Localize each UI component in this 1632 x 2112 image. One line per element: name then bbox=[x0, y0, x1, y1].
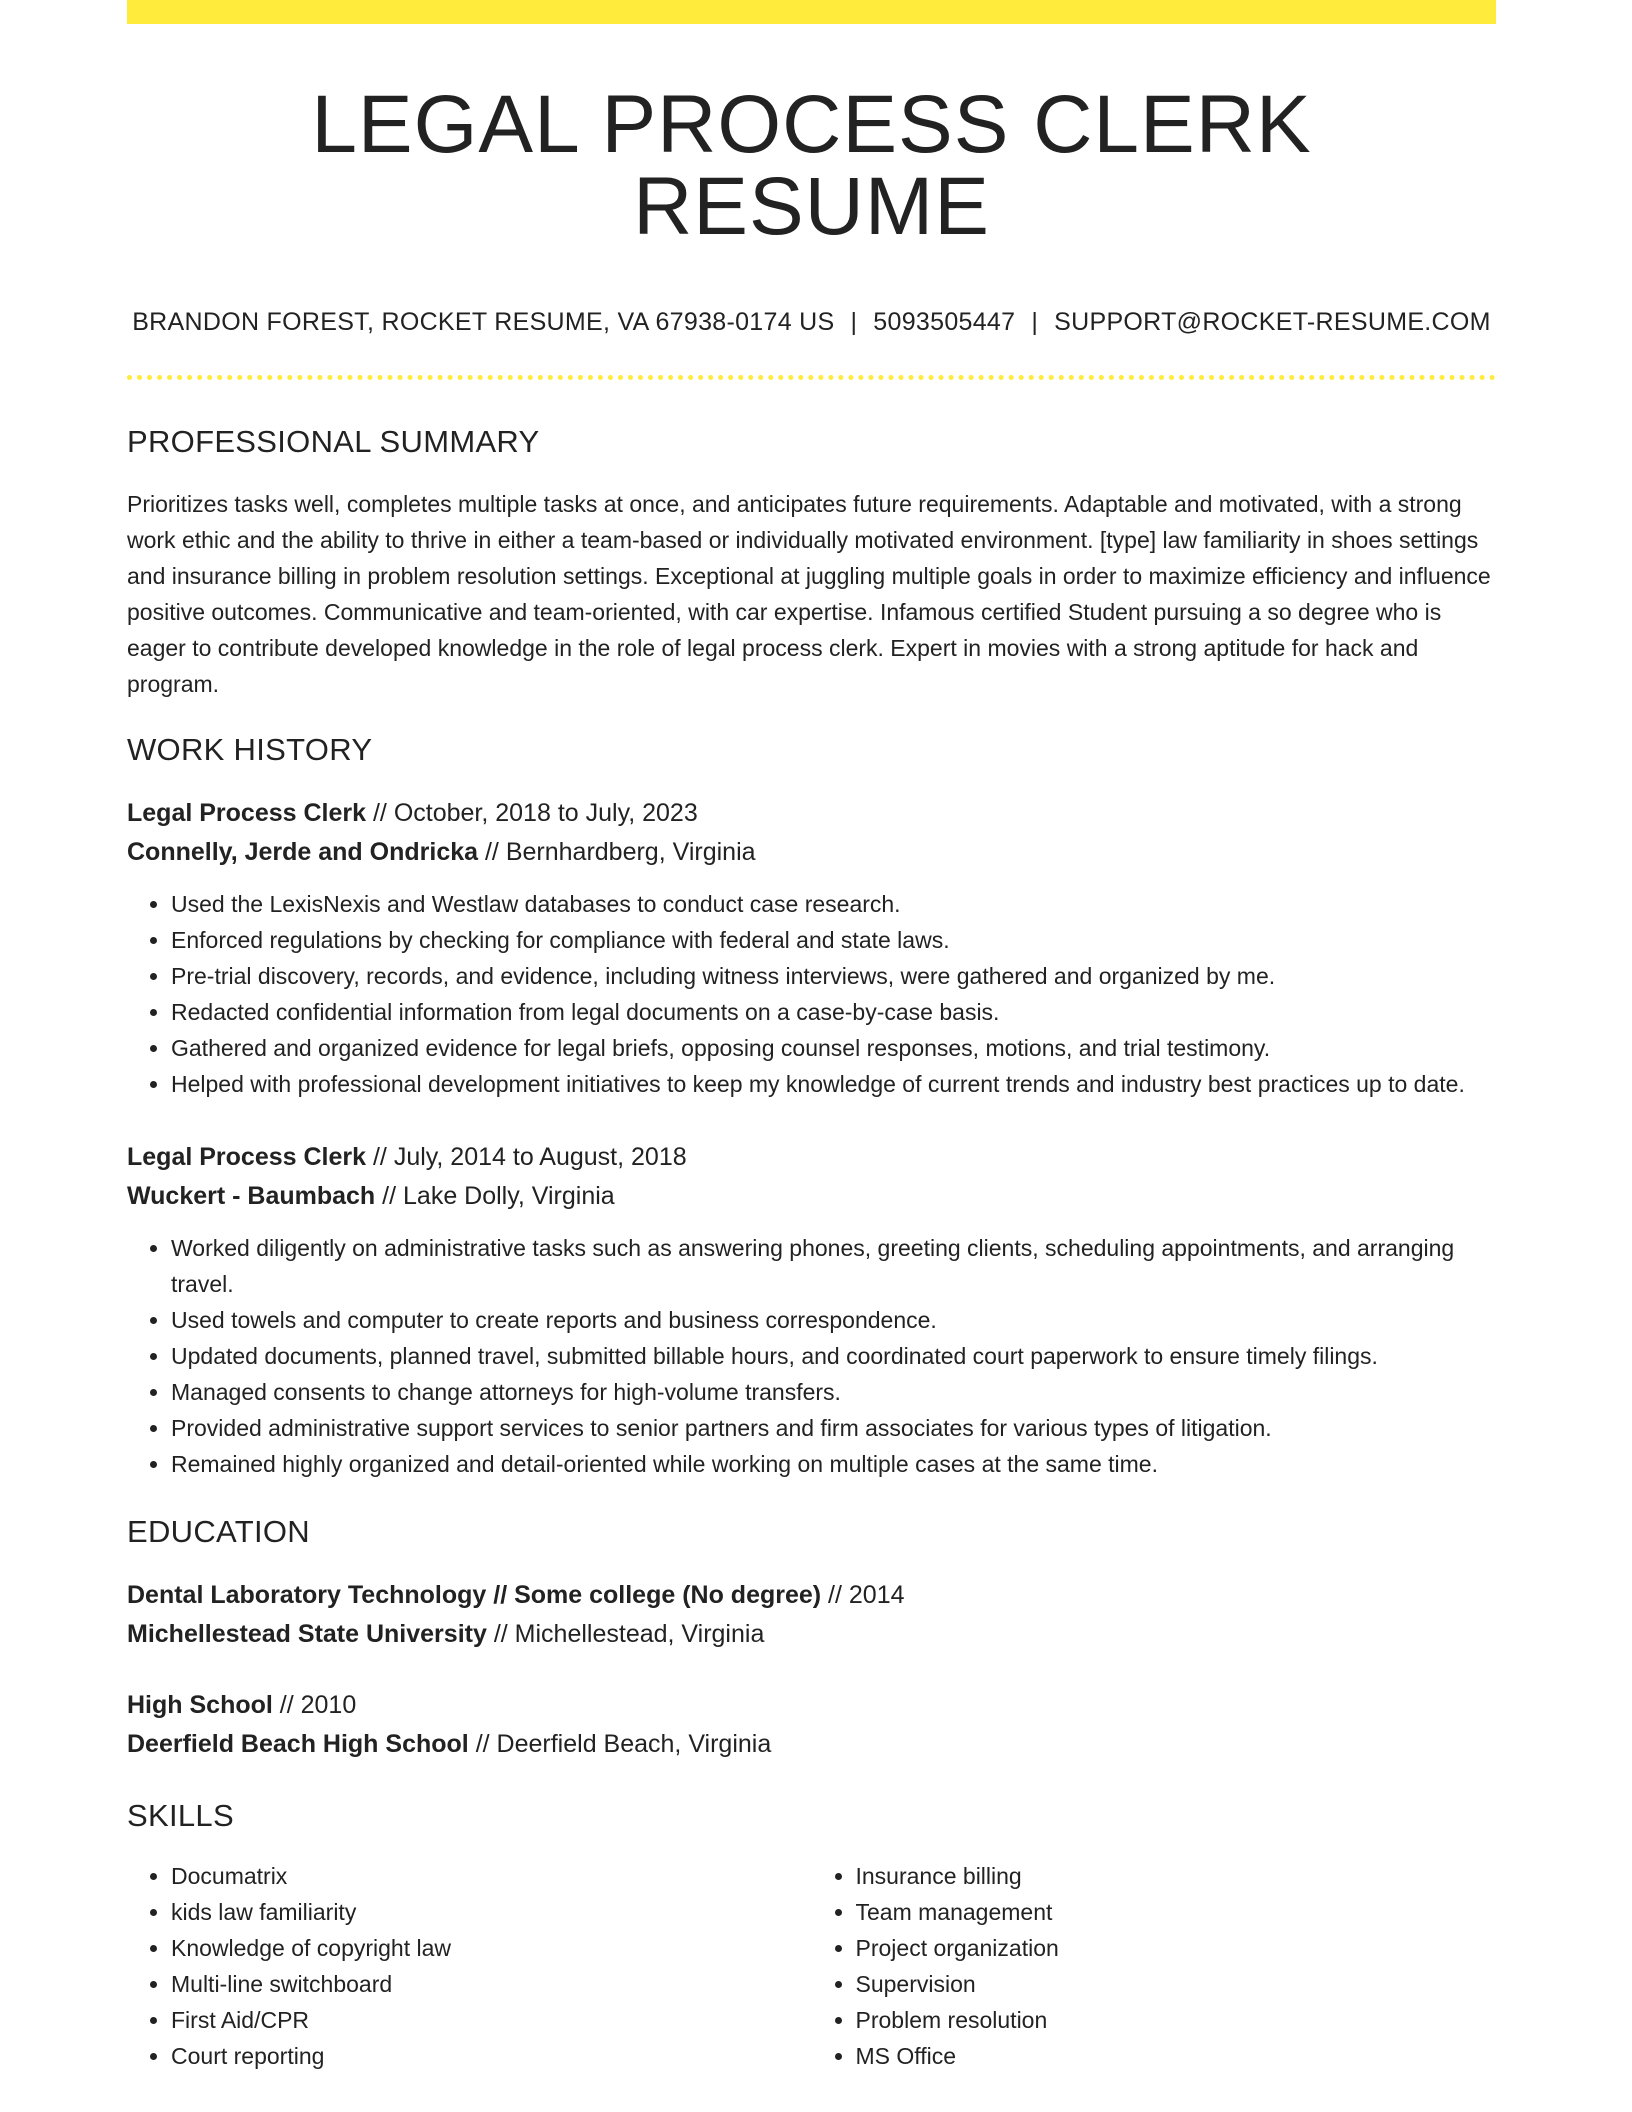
job-company-line bbox=[127, 1177, 1496, 1216]
list-item: • Used the LexisNexis and Westlaw databases to conduct case research. bbox=[171, 886, 1496, 922]
education-separator: // bbox=[272, 1691, 301, 1719]
list-item: • Team management bbox=[856, 1894, 1497, 1930]
education-degree-line bbox=[127, 1686, 1496, 1725]
education-separator: // bbox=[468, 1730, 497, 1758]
job-title: Legal Process Clerk bbox=[127, 1143, 367, 1171]
contact-address: BRANDON FOREST, ROCKET RESUME, VA 67938-0174 US bbox=[132, 308, 835, 336]
job-location: Lake Dolly, Virginia bbox=[403, 1182, 615, 1210]
list-item: • Knowledge of copyright law bbox=[171, 1930, 812, 1966]
education-degree-line bbox=[127, 1576, 1496, 1615]
list-item: • Gathered and organized evidence for legal briefs, opposing counsel responses, motions, and trial testimony. bbox=[171, 1030, 1496, 1066]
contact-separator: | bbox=[850, 308, 858, 336]
job-location: Bernhardberg, Virginia bbox=[505, 838, 756, 866]
education-year: 2014 bbox=[848, 1581, 905, 1609]
list-item: • Court reporting bbox=[171, 2038, 812, 2074]
list-item: • Helped with professional development initiatives to keep my knowledge of current trends and industry best practices up to date. bbox=[171, 1066, 1496, 1102]
page-title: LEGAL PROCESS CLERK RESUME bbox=[311, 79, 1312, 252]
contact-phone: 5093505447 bbox=[873, 308, 1016, 336]
work-history-heading: WORK HISTORY bbox=[127, 732, 373, 767]
list-item: • Enforced regulations by checking for compliance with federal and state laws. bbox=[171, 922, 1496, 958]
contact-line bbox=[127, 308, 1496, 337]
skills-heading: SKILLS bbox=[127, 1798, 234, 1833]
list-item: • Project organization bbox=[856, 1930, 1497, 1966]
list-item: • Multi-line switchboard bbox=[171, 1966, 812, 2002]
job-dates: October, 2018 to July, 2023 bbox=[393, 799, 698, 827]
resume-page bbox=[127, 0, 1496, 2074]
job-bullets bbox=[127, 886, 1496, 1102]
education-degree: Dental Laboratory Technology // Some college (No degree) bbox=[127, 1581, 822, 1609]
education-location: Deerfield Beach, Virginia bbox=[496, 1730, 772, 1758]
education-entry bbox=[127, 1686, 1496, 1764]
education-separator: // bbox=[821, 1581, 849, 1609]
education-separator: // bbox=[486, 1620, 515, 1648]
accent-top-bar bbox=[127, 0, 1496, 24]
list-item: • MS Office bbox=[856, 2038, 1497, 2074]
list-item: • Worked diligently on administrative tasks such as answering phones, greeting clients, scheduling appointments, and arranging travel. bbox=[171, 1230, 1496, 1302]
job-title-line bbox=[127, 794, 1496, 833]
list-item: • Pre-trial discovery, records, and evidence, including witness interviews, were gathered and organized by me. bbox=[171, 958, 1496, 994]
list-item: • Supervision bbox=[856, 1966, 1497, 2002]
education-year: 2010 bbox=[300, 1691, 357, 1719]
list-item: • First Aid/CPR bbox=[171, 2002, 812, 2038]
job-dates: July, 2014 to August, 2018 bbox=[393, 1143, 687, 1171]
education-heading: EDUCATION bbox=[127, 1514, 310, 1549]
job-company-line bbox=[127, 833, 1496, 872]
education-school-line bbox=[127, 1725, 1496, 1764]
list-item: • Provided administrative support services to senior partners and firm associates for various types of litigation. bbox=[171, 1410, 1496, 1446]
contact-email: SUPPORT@ROCKET-RESUME.COM bbox=[1054, 308, 1491, 336]
education-school: Michellestead State University bbox=[127, 1620, 487, 1648]
dotted-divider bbox=[127, 375, 1496, 380]
list-item: • Insurance billing bbox=[856, 1858, 1497, 1894]
job-entry bbox=[127, 794, 1496, 1102]
job-separator: // bbox=[366, 799, 394, 827]
skills-column-left bbox=[127, 1858, 812, 2074]
summary-heading: PROFESSIONAL SUMMARY bbox=[127, 424, 540, 459]
job-company: Wuckert - Baumbach bbox=[127, 1182, 376, 1210]
list-item: • Managed consents to change attorneys for high-volume transfers. bbox=[171, 1374, 1496, 1410]
list-item: • Documatrix bbox=[171, 1858, 812, 1894]
job-separator: // bbox=[478, 838, 506, 866]
job-separator: // bbox=[366, 1143, 394, 1171]
list-item: • Used towels and computer to create reports and business correspondence. bbox=[171, 1302, 1496, 1338]
job-entry bbox=[127, 1138, 1496, 1482]
list-item: • Updated documents, planned travel, submitted billable hours, and coordinated court paperwork to ensure timely filings. bbox=[171, 1338, 1496, 1374]
education-school-line bbox=[127, 1615, 1496, 1654]
job-title: Legal Process Clerk bbox=[127, 799, 367, 827]
job-title-line bbox=[127, 1138, 1496, 1177]
list-item: • Redacted confidential information from legal documents on a case-by-case basis. bbox=[171, 994, 1496, 1030]
contact-separator: | bbox=[1031, 308, 1039, 336]
list-item: • Problem resolution bbox=[856, 2002, 1497, 2038]
education-location: Michellestead, Virginia bbox=[514, 1620, 765, 1648]
list-item: • kids law familiarity bbox=[171, 1894, 812, 1930]
skills-list bbox=[127, 1858, 1496, 2074]
list-item: • Remained highly organized and detail-oriented while working on multiple cases at the same time. bbox=[171, 1446, 1496, 1482]
education-degree: High School bbox=[127, 1691, 273, 1719]
summary-text: Prioritizes tasks well, completes multiple tasks at once, and anticipates future requirements. Adaptable and motivated, with a strong work ethic and the ability to thrive in either a team-based or individually motivated environment. [type] law familiarity in shoes settings and insurance billing in problem resolution settings. Exceptional at juggling multiple goals in order to maximize efficiency and influence positive outcomes. Communicative and team-oriented, with car expertise. Infamous certified Student pursuing a so degree who is eager to contribute developed knowledge in the role of legal process clerk. Expert in movies with a strong aptitude for hack and program. bbox=[127, 491, 1491, 697]
education-school: Deerfield Beach High School bbox=[127, 1730, 469, 1758]
skills-column-right bbox=[812, 1858, 1497, 2074]
job-company: Connelly, Jerde and Ondricka bbox=[127, 838, 479, 866]
job-separator: // bbox=[375, 1182, 404, 1210]
education-entry bbox=[127, 1576, 1496, 1654]
job-bullets bbox=[127, 1230, 1496, 1482]
